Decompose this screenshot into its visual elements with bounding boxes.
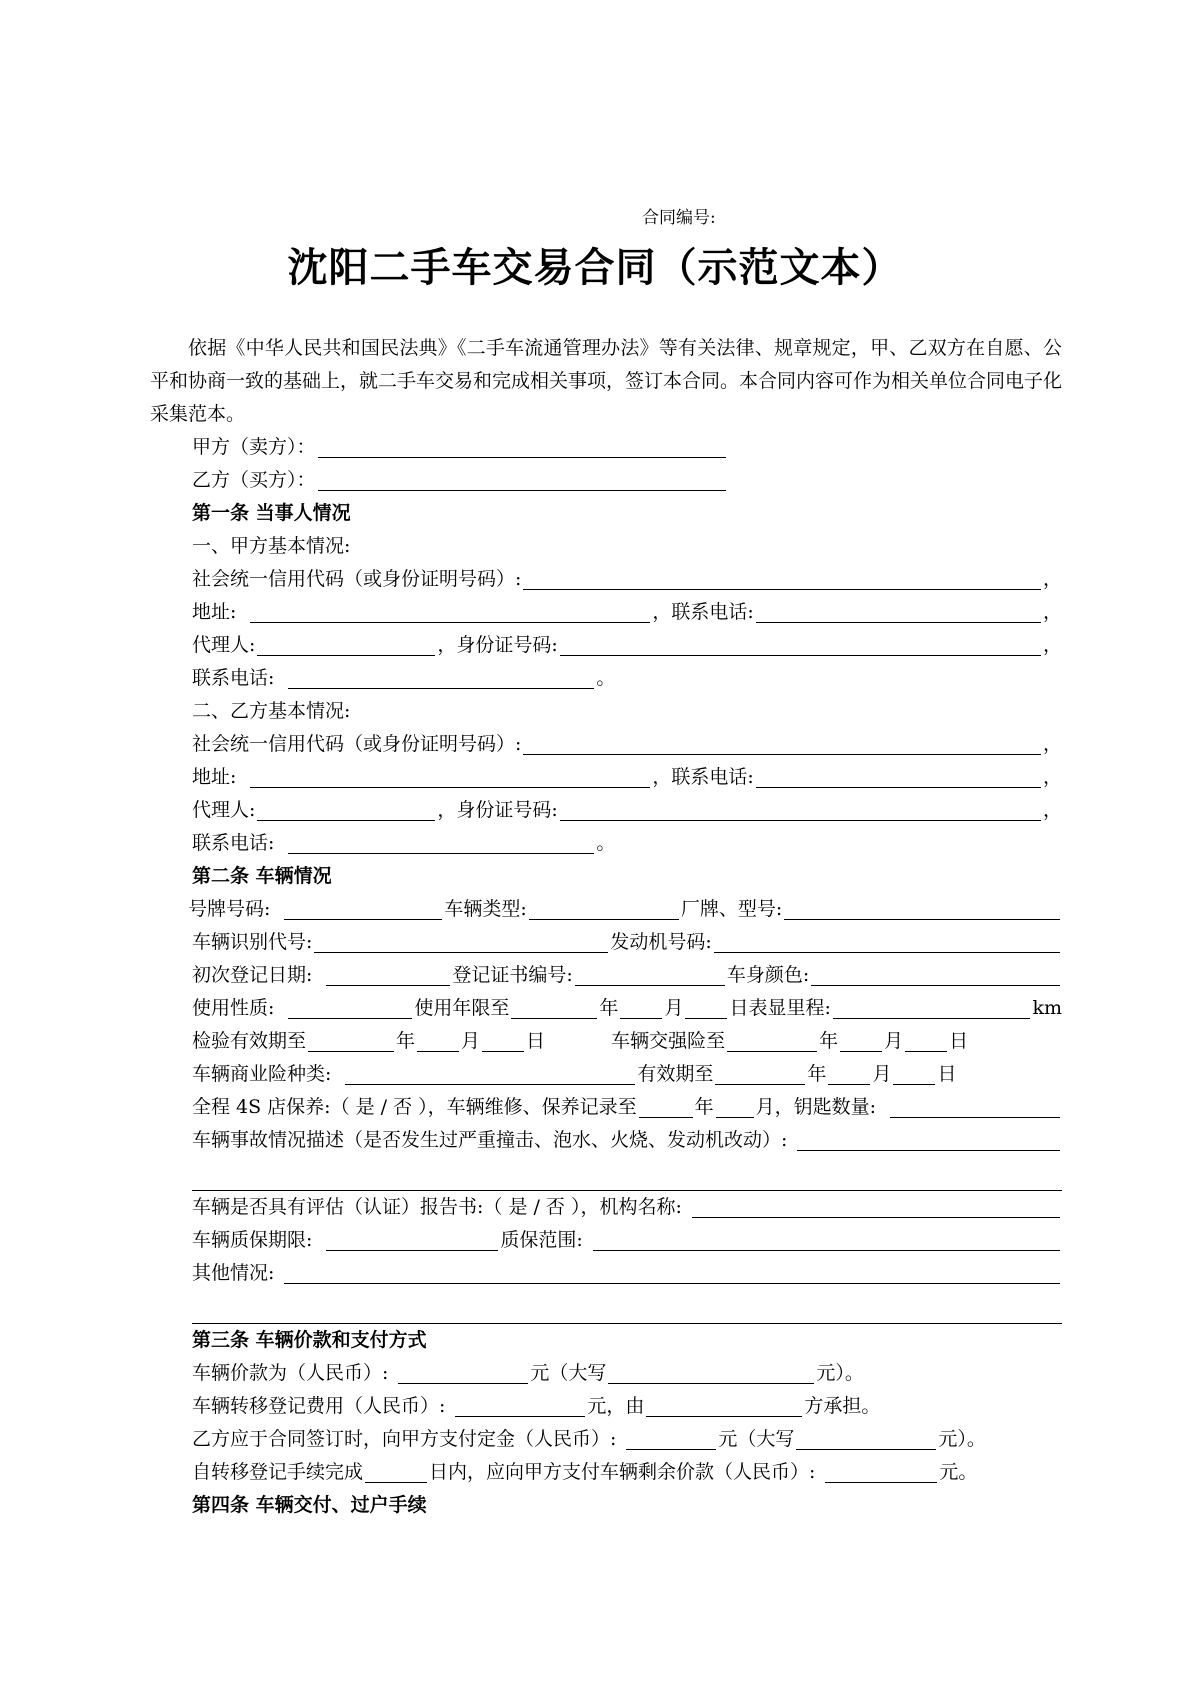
id-number-label: ，身份证号码: (437, 634, 558, 656)
party-b-credit-field[interactable] (523, 732, 1041, 755)
engine-field[interactable] (714, 930, 1060, 953)
seller-label: 甲方（卖方）： (192, 436, 316, 458)
day-label: 日 (937, 1063, 957, 1085)
day-label: 日 (526, 1030, 546, 1052)
vin-label: 车辆识别代号: (192, 931, 313, 953)
other-field[interactable] (284, 1261, 1060, 1284)
party-a-agent-field[interactable] (257, 633, 435, 656)
party-a-address-row (150, 596, 1062, 629)
agent-label: 代理人: (192, 634, 256, 656)
odometer-label: 日表显里程: (729, 997, 831, 1019)
party-a-contact-field[interactable] (288, 666, 594, 689)
fee-party-field[interactable] (646, 1394, 802, 1417)
year-label: 年 (807, 1063, 827, 1085)
buyer-row (150, 464, 1062, 497)
agent-label: 代理人: (192, 799, 256, 821)
contact-phone-label: 联系电话: (192, 667, 275, 689)
party-a-credit-row (150, 563, 1062, 596)
party-a-heading (150, 530, 1062, 563)
report-label: 车辆是否具有评估（认证）报告书:（ 是 / 否 ），机构名称: (192, 1196, 682, 1218)
color-field[interactable] (811, 963, 1060, 986)
usage-label: 使用性质: (192, 997, 275, 1019)
days-field[interactable] (365, 1460, 427, 1483)
seller-row (150, 431, 1062, 464)
article-2-title: 第二条 车辆情况 (192, 865, 332, 887)
article-3-title: 第三条 车辆价款和支付方式 (192, 1329, 427, 1351)
address-label: 地址: (192, 601, 237, 623)
article-1-heading (150, 497, 1062, 530)
comma: ， (1042, 568, 1062, 590)
use-until-month-field[interactable] (620, 996, 662, 1019)
commercial-year-field[interactable] (715, 1062, 805, 1085)
accident-label: 车辆事故情况描述（是否发生过严重撞击、泡水、火烧、发动机改动）: (192, 1129, 788, 1151)
year-label: 年 (599, 997, 619, 1019)
month-label: 月 (664, 997, 684, 1019)
intro-paragraph: 依据《中华人民共和国民法典》《二手车流通管理办法》等有关法律、规章规定，甲、乙双方在自愿、公平和协商一致的基础上，就二手车交易和完成相关事项，签订本合同。本合同内容可作为相关单位合同电子化采集范本。 (150, 337, 1063, 425)
price-caps-field[interactable] (608, 1361, 814, 1384)
comma: ， (1042, 799, 1062, 821)
contract-body (150, 332, 1062, 1522)
fours-row (150, 1091, 1062, 1124)
brand-field[interactable] (784, 897, 1060, 920)
period: 。 (596, 832, 616, 854)
party-b-contact-row (150, 827, 1062, 860)
contract-number-label: 合同编号: (642, 208, 716, 228)
first-reg-row (150, 959, 1062, 992)
transfer-fee-label: 车辆转移登记费用（人民币）: (192, 1395, 446, 1417)
report-agency-field[interactable] (692, 1195, 1060, 1218)
compulsory-day-field[interactable] (905, 1029, 947, 1052)
address-label: 地址: (192, 766, 237, 788)
buyer-label: 乙方（买方）： (192, 469, 316, 491)
bear-label: 方承担。 (804, 1395, 881, 1417)
odometer-field[interactable] (833, 996, 1031, 1019)
brand-label: 厂牌、型号: (680, 898, 783, 920)
first-reg-field[interactable] (326, 963, 450, 986)
comma: ， (1042, 601, 1062, 623)
yuan-caps-label: 元（大写 (718, 1428, 795, 1450)
phone-label: ，联系电话: (652, 601, 754, 623)
commercial-month-field[interactable] (828, 1062, 870, 1085)
valid-until-label: 有效期至 (637, 1063, 714, 1085)
warranty-label: 车辆质保期限: (192, 1229, 313, 1251)
party-a-address-field[interactable] (250, 600, 650, 623)
comma: ， (1042, 733, 1062, 755)
warranty-row (150, 1224, 1062, 1257)
km-unit: km (1032, 997, 1062, 1019)
year-label: 年 (396, 1030, 416, 1052)
day-label: 日 (949, 1030, 969, 1052)
keys-field[interactable] (890, 1095, 1060, 1118)
month-label: 月 (884, 1030, 904, 1052)
plate-field[interactable] (284, 897, 442, 920)
accident-row (150, 1124, 1062, 1157)
seller-field[interactable] (318, 435, 726, 458)
vehicle-type-label: 车辆类型: (444, 898, 527, 920)
party-b-credit-row (150, 728, 1062, 761)
article-2-heading (150, 860, 1062, 893)
party-b-agent-row (150, 794, 1062, 827)
inspect-day-field[interactable] (482, 1029, 524, 1052)
party-b-contact-field[interactable] (288, 831, 594, 854)
transfer-fee-field[interactable] (455, 1394, 585, 1417)
comma: ， (1042, 634, 1062, 656)
plate-row (150, 893, 1062, 926)
article-4-heading (150, 1489, 1062, 1522)
remaining-field[interactable] (825, 1460, 937, 1483)
other-field-line2[interactable] (192, 1290, 1062, 1324)
party-a-id-field[interactable] (560, 633, 1041, 656)
maintenance-year-field[interactable] (639, 1095, 693, 1118)
month-label: 月 (461, 1030, 481, 1052)
keys-label: 月，钥匙数量: (755, 1096, 877, 1118)
page-title: 沈阳二手车交易合同（示范文本） (287, 244, 903, 291)
inspect-month-field[interactable] (417, 1029, 459, 1052)
party-a-title: 一、甲方基本情况: (192, 535, 351, 557)
yuan-period-label: 元。 (939, 1461, 978, 1483)
reg-cert-field[interactable] (575, 963, 725, 986)
credit-code-label: 社会统一信用代码（或身份证明号码）: (192, 568, 522, 590)
party-a-contact-row (150, 662, 1062, 695)
maintenance-month-field[interactable] (716, 1095, 754, 1118)
party-b-address-row (150, 761, 1062, 794)
warranty-scope-field[interactable] (593, 1228, 1060, 1251)
engine-label: 发动机号码: (610, 931, 712, 953)
use-until-day-field[interactable] (685, 996, 727, 1019)
accident-field-line2[interactable] (192, 1157, 1062, 1191)
party-a-agent-row (150, 629, 1062, 662)
vin-row (150, 926, 1062, 959)
phone-label: ，联系电话: (652, 766, 754, 788)
days-pay-label: 日内，应向甲方支付车辆剩余价款（人民币）: (429, 1461, 816, 1483)
price-row (150, 1357, 1062, 1390)
yuan-end-label: 元）。 (816, 1362, 864, 1384)
commercial-field[interactable] (345, 1062, 635, 1085)
warranty-field[interactable] (326, 1228, 498, 1251)
year-label: 年 (694, 1096, 714, 1118)
compulsory-year-field[interactable] (727, 1029, 817, 1052)
party-b-address-field[interactable] (250, 765, 650, 788)
yuan-end-label: 元）。 (938, 1428, 986, 1450)
yuan-by-label: 元，由 (587, 1395, 645, 1417)
party-b-id-field[interactable] (560, 798, 1041, 821)
deposit-field[interactable] (626, 1427, 716, 1450)
color-label: 车身颜色: (726, 964, 810, 986)
first-reg-label: 初次登记日期: (192, 964, 313, 986)
party-a-credit-field[interactable] (523, 567, 1041, 590)
reg-cert-label: 登记证书编号: (452, 964, 573, 986)
deposit-label: 乙方应于合同签订时，向甲方支付定金（人民币）: (192, 1428, 617, 1450)
buyer-field[interactable] (318, 468, 726, 491)
deposit-row (150, 1423, 1062, 1456)
warranty-scope-label: 质保范围: (500, 1229, 583, 1251)
credit-code-label: 社会统一信用代码（或身份证明号码）: (192, 733, 522, 755)
contact-phone-label: 联系电话: (192, 832, 275, 854)
inspect-year-field[interactable] (308, 1029, 394, 1052)
commercial-row (150, 1058, 1062, 1091)
within-label: 自转移登记手续完成 (192, 1461, 364, 1483)
price-label: 车辆价款为（人民币）: (192, 1362, 389, 1384)
accident-field[interactable] (797, 1128, 1060, 1151)
transfer-fee-row (150, 1390, 1062, 1423)
other-label: 其他情况: (192, 1262, 275, 1284)
id-number-label: ，身份证号码: (437, 799, 558, 821)
commercial-day-field[interactable] (893, 1062, 935, 1085)
yuan-caps-label: 元（大写 (530, 1362, 607, 1384)
fours-label: 全程 4S 店保养:（ 是 / 否 ），车辆维修、保养记录至 (192, 1096, 637, 1118)
month-label: 月 (872, 1063, 892, 1085)
comma: ， (1042, 766, 1062, 788)
party-b-title: 二、乙方基本情况: (192, 700, 351, 722)
party-b-phone-field[interactable] (756, 765, 1041, 788)
party-b-agent-field[interactable] (257, 798, 435, 821)
period: 。 (596, 667, 616, 689)
price-field[interactable] (398, 1361, 528, 1384)
article-3-heading (150, 1324, 1062, 1357)
usage-row (150, 992, 1062, 1025)
party-a-phone-field[interactable] (756, 600, 1041, 623)
compulsory-month-field[interactable] (840, 1029, 882, 1052)
year-label: 年 (819, 1030, 839, 1052)
use-until-year-field[interactable] (511, 996, 597, 1019)
deposit-caps-field[interactable] (796, 1427, 936, 1450)
usage-field[interactable] (288, 996, 412, 1019)
inspect-label: 检验有效期至 (192, 1030, 307, 1052)
use-until-label: 使用年限至 (414, 997, 510, 1019)
vehicle-type-field[interactable] (529, 897, 679, 920)
commercial-label: 车辆商业险种类: (192, 1063, 332, 1085)
article-4-title: 第四条 车辆交付、过户手续 (192, 1494, 427, 1516)
party-b-heading (150, 695, 1062, 728)
remaining-row (150, 1456, 1062, 1489)
compulsory-label: 车辆交强险至 (611, 1030, 726, 1052)
report-row (150, 1191, 1062, 1224)
inspect-row (150, 1025, 1062, 1058)
vin-field[interactable] (314, 930, 608, 953)
plate-label: 号牌号码: (188, 898, 271, 920)
article-1-title: 第一条 当事人情况 (192, 502, 351, 524)
other-row (150, 1257, 1062, 1290)
